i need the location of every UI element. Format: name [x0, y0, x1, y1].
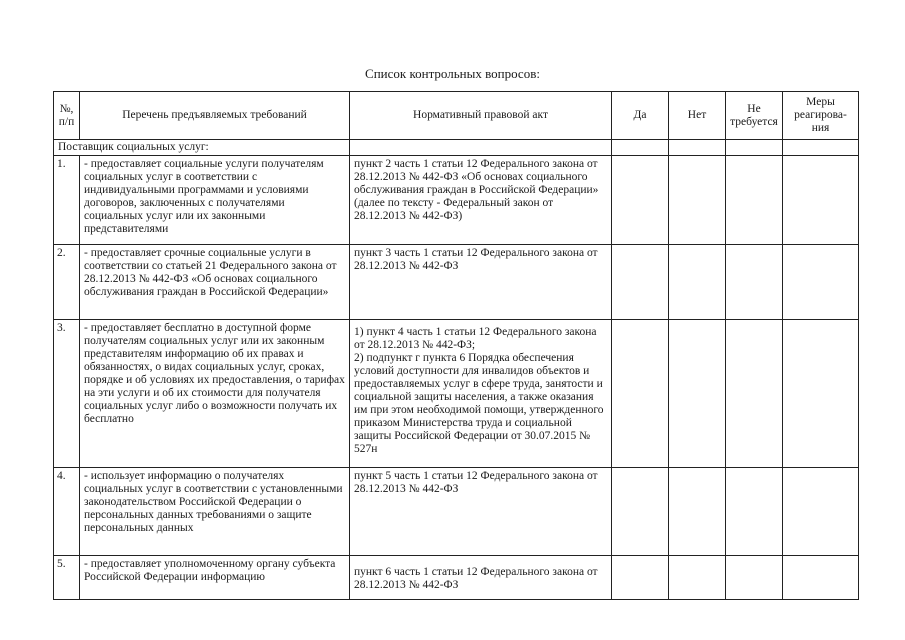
header-yes: Да: [612, 92, 669, 140]
row-act: пункт 2 часть 1 статьи 12 Федерального закона от 28.12.2013 № 442-ФЗ «Об основах социального обслуживания граждан в Российской Федерации» (далее по тексту - Федеральный закон от 28.12.2013 № 442-ФЗ): [350, 156, 612, 245]
table-row: [54, 556, 859, 600]
row-act: [350, 320, 612, 468]
cell-no[interactable]: [669, 245, 726, 320]
section-row: [54, 140, 859, 156]
row-number: 4.: [54, 468, 80, 556]
header-no: Нет: [669, 92, 726, 140]
cell-no[interactable]: [669, 468, 726, 556]
cell-yes[interactable]: [612, 320, 669, 468]
cell-not-required[interactable]: [726, 556, 783, 600]
table-row: [54, 320, 859, 468]
row-number: 3.: [54, 320, 80, 468]
cell-no[interactable]: [669, 556, 726, 600]
cell-no[interactable]: [669, 320, 726, 468]
cell-measures[interactable]: [783, 556, 859, 600]
row-number: 5.: [54, 556, 80, 600]
header-not-required: Не требуется: [726, 92, 783, 140]
row-number: 2.: [54, 245, 80, 320]
cell-not-required[interactable]: [726, 468, 783, 556]
cell-measures[interactable]: [783, 245, 859, 320]
header-measures: Меры реагирова-ния: [783, 92, 859, 140]
cell-not-required[interactable]: [726, 156, 783, 245]
table-row: [54, 245, 859, 320]
cell-yes[interactable]: [612, 156, 669, 245]
act-item: 2) подпункт г пункта 6 Порядка обеспечения условий доступности для инвалидов объектов и предоставляемых услуг в сфере труда, занятости и социальной защиты населения, а также оказания им при этом необходимой помощи, утвержденного приказом Министерства труда и социальной защиты Российской Федерации от 30.07.2015 № 527н: [354, 352, 604, 455]
cell-not-required[interactable]: [726, 245, 783, 320]
cell-measures[interactable]: [783, 156, 859, 245]
header-row: [54, 92, 859, 140]
header-act: Нормативный правовой акт: [350, 92, 612, 140]
row-requirement: - предоставляет социальные услуги получателям социальных услуг в соответствии с индивидуальными программами и условиями договоров, заключенных с получателями социальных услуг или их законными представителями: [80, 156, 350, 245]
row-act: пункт 5 часть 1 статьи 12 Федерального закона от 28.12.2013 № 442-ФЗ: [350, 468, 612, 556]
row-requirement: - предоставляет бесплатно в доступной форме получателям социальных услуг или их законным представителям информацию об их правах и обязанностях, о видах социальных услуг, сроках, порядке и об условиях их предоставления, о тарифах на эти услуги и об их стоимости для получателя социальных услуг либо о возможности получать их бесплатно: [80, 320, 350, 468]
table-row: [54, 156, 859, 245]
row-requirement: - использует информацию о получателях социальных услуг в соответствии с установленными законодательством Российской Федерации о персональных данных требованиями о защите персональных данных: [80, 468, 350, 556]
row-number: 1.: [54, 156, 80, 245]
cell-yes[interactable]: [612, 556, 669, 600]
document-title: Список контрольных вопросов:: [365, 66, 540, 81]
header-requirement: Перечень предъявляемых требований: [80, 92, 350, 140]
cell-yes[interactable]: [612, 468, 669, 556]
cell-not-required[interactable]: [726, 320, 783, 468]
cell-measures[interactable]: [783, 320, 859, 468]
checklist-table: [53, 91, 859, 600]
section-title: Поставщик социальных услуг:: [54, 140, 350, 156]
cell-yes[interactable]: [612, 245, 669, 320]
cell-no[interactable]: [669, 156, 726, 245]
table-row: [54, 468, 859, 556]
row-requirement: - предоставляет уполномоченному органу субъекта Российской Федерации информацию: [80, 556, 350, 600]
cell-measures[interactable]: [783, 468, 859, 556]
act-item: 1) пункт 4 часть 1 статьи 12 Федерального закона от 28.12.2013 № 442-ФЗ;: [354, 326, 597, 351]
row-act: пункт 6 часть 1 статьи 12 Федерального закона от 28.12.2013 № 442-ФЗ: [350, 556, 612, 600]
row-act: пункт 3 часть 1 статьи 12 Федерального закона от 28.12.2013 № 442-ФЗ: [350, 245, 612, 320]
row-requirement: - предоставляет срочные социальные услуги в соответствии со статьей 21 Федерального закона от 28.12.2013 № 442-ФЗ «Об основах социального обслуживания граждан в Российской Федерации»: [80, 245, 350, 320]
header-num: №, п/п: [54, 92, 80, 140]
